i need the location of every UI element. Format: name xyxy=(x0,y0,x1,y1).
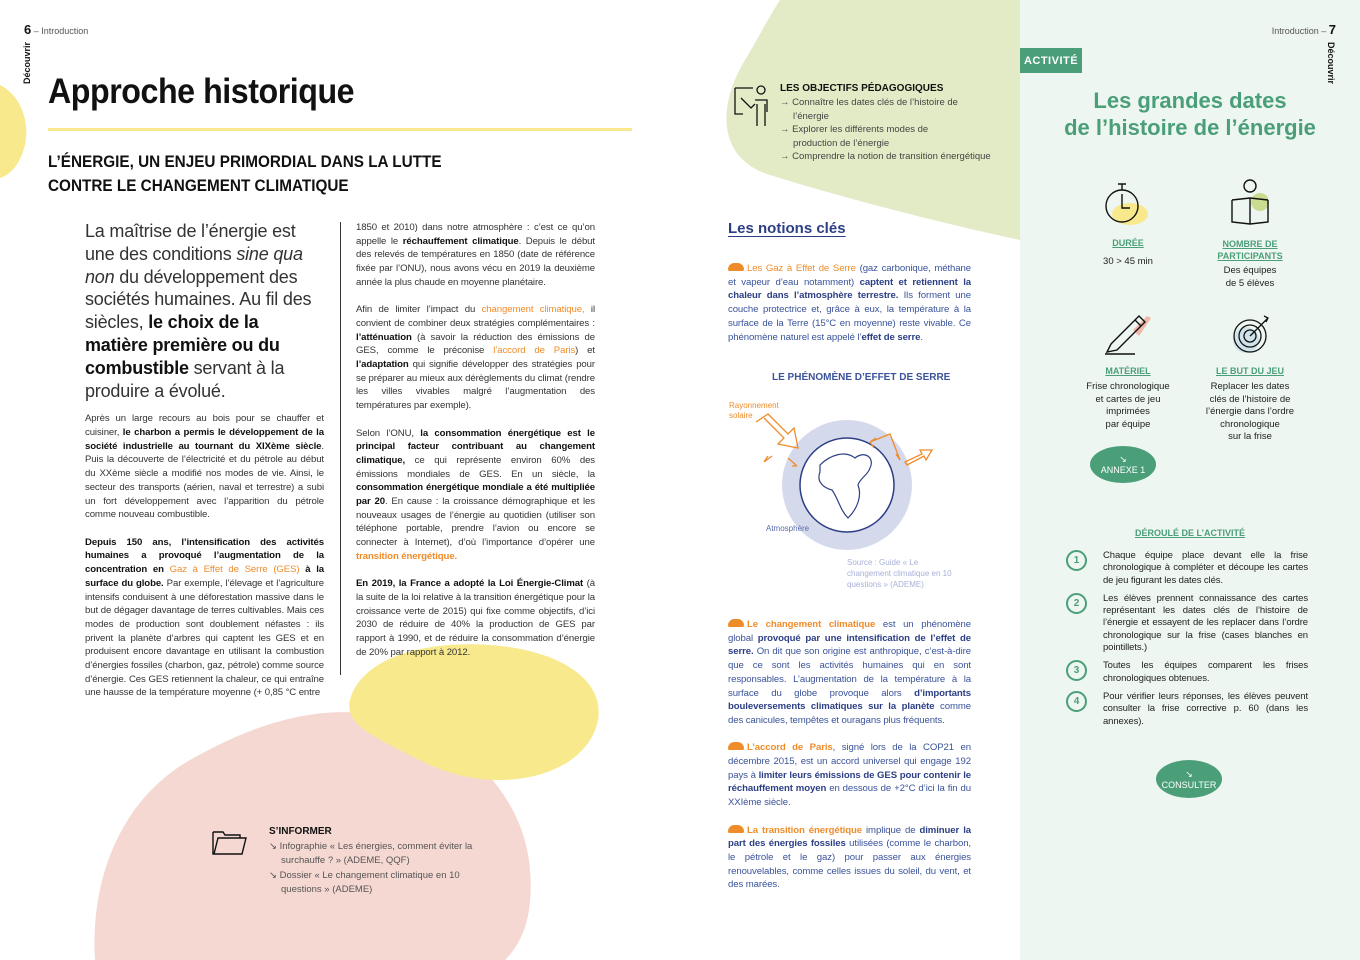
notion-paragraph xyxy=(728,262,971,344)
inform-title: S’INFORMER xyxy=(269,826,332,837)
inform-link[interactable]: ↘ Infographie « Les énergies, comment éviter la surchauffe ? » (ADEME, QQF) xyxy=(269,841,473,866)
page-header-left xyxy=(24,22,88,37)
page-number: 6 xyxy=(24,22,32,37)
paragraph xyxy=(85,412,324,522)
orange-tag-icon xyxy=(728,263,744,271)
text-run: provoqué par une intensification de l’effet de serre. xyxy=(728,632,971,658)
solar-label: Rayonnement solaire xyxy=(729,401,779,420)
text-run: en dessous de +2°C d’ici la fin du XXIème siècle. xyxy=(728,783,971,809)
label-line: PARTICIPANTS xyxy=(1217,251,1283,261)
diagram-source: Source : Guide « Le changement climatique en 10 questions » (ADEME) xyxy=(847,558,952,589)
step-item xyxy=(1066,593,1308,654)
text-run: utilisées (comme le charbon, le pétrole et le gaz) pour passer aux énergies renouvelables, comme celles issues du soleil, du vent, et des marées. xyxy=(728,838,971,891)
step-number: 2 xyxy=(1066,593,1087,614)
yellow-blob-left xyxy=(0,85,26,178)
goal-value xyxy=(1195,381,1305,444)
text-run: Gaz à Effet de Serre (GES) xyxy=(169,564,300,576)
text-run: il convient de combiner deux stratégies complémentaires : xyxy=(356,304,595,329)
steps-title: DÉROULÉ DE L’ACTIVITÉ xyxy=(1134,528,1245,538)
text-run: transition énergétique. xyxy=(356,550,458,562)
text-run: . Depuis le début des relevés de températures en 1850 (date de référence fixée par l’ONU), nous avons vécu en 2019 la deuxième année la plus chaude en moyenne planétaire. xyxy=(356,235,595,288)
paragraph xyxy=(356,221,595,290)
text-run: En 2019, la France a adopté la Loi Énergie-Climat xyxy=(356,578,584,590)
objective-item: → Comprendre la notion de transition énergétique xyxy=(780,151,991,162)
value-line: Replacer les dates xyxy=(1210,381,1290,392)
text-run: (gaz carbonique, méthane et vapeur d’eau notamment) xyxy=(728,263,971,288)
subtitle-line: CONTRE LE CHANGEMENT CLIMATIQUE xyxy=(48,176,349,195)
inform-link[interactable]: ↘ Dossier « Le changement climatique en 10 questions » (ADEME) xyxy=(269,870,460,895)
participants-value xyxy=(1200,265,1300,290)
text-run: limiter leurs émissions de GES pour contenir le réchauffement moyen xyxy=(728,769,971,795)
text-run: est un phénomène global xyxy=(728,619,971,644)
stopwatch-icon xyxy=(1100,180,1150,230)
intro-paragraph xyxy=(85,220,324,402)
text-run: . xyxy=(920,331,923,343)
text-run: effet de serre xyxy=(861,331,921,343)
section-name: – Introduction xyxy=(33,26,89,36)
notion-text xyxy=(728,742,971,808)
column-2 xyxy=(356,221,595,673)
goal-label: LE BUT DU JEU xyxy=(1215,366,1284,376)
text-run: diminuer la part des énergies fossiles xyxy=(728,824,971,850)
value-line: de 5 élèves xyxy=(1225,277,1275,289)
reader-icon xyxy=(1228,178,1276,228)
pencil-icon xyxy=(1103,312,1153,356)
text-run: le choix de la matière première ou du combustible xyxy=(85,312,280,378)
text-run: sine qua non xyxy=(85,243,303,287)
text-run: 1850 et 2010) dans notre atmosphère : c’est ce qu’on appelle le xyxy=(356,222,595,247)
activity-panel xyxy=(1020,0,1360,960)
step-number: 1 xyxy=(1066,550,1087,571)
notion-paragraph xyxy=(728,741,971,810)
section-subtitle xyxy=(48,150,480,198)
notions-column-2 xyxy=(728,618,971,906)
page-number: 7 xyxy=(1328,22,1336,37)
orange-tag-icon xyxy=(728,825,744,833)
diagram-title: LE PHÉNOMÈNE D’EFFET DE SERRE xyxy=(772,372,951,383)
page-title: Approche historique xyxy=(48,72,355,111)
text-run: ce qui représente environ 60% des émissions mondiales de GES. En un siècle, la xyxy=(356,454,595,480)
notions-title: Les notions clés xyxy=(728,220,846,237)
objectives-title: LES OBJECTIFS PÉDAGOGIQUES xyxy=(780,83,944,94)
text-run: Afin de limiter l’impact du xyxy=(356,304,482,316)
orange-tag-icon xyxy=(728,742,744,750)
objectives-box xyxy=(780,83,1020,164)
text-run: qui signifie développer des stratégies pour se préparer au mieux aux dérèglements du climat (rendre les villes vivables malgré l’augmentation des températures par exemple). xyxy=(356,359,595,412)
notion-text xyxy=(728,825,971,891)
text-run: , signé lors de la COP21 en décembre 2015, est un accord universel qui engage 192 pays à xyxy=(728,742,971,781)
paragraph xyxy=(85,536,324,700)
text-run: servant à la produire a évolué. xyxy=(85,357,285,401)
notion-text xyxy=(728,619,971,726)
step-item xyxy=(1066,660,1308,685)
step-number: 3 xyxy=(1066,660,1087,681)
column-1-flow xyxy=(85,220,324,714)
text-run: Selon l’ONU, xyxy=(356,427,421,439)
column-divider xyxy=(340,222,341,675)
value-line: chronologique xyxy=(1220,418,1280,430)
step-item xyxy=(1066,691,1308,728)
title-underline xyxy=(48,128,632,131)
inform-box xyxy=(269,826,489,896)
step-text: Pour vérifier leurs réponses, les élèves peuvent consulter la frise corrective p. 60 (dans les annexes). xyxy=(1103,690,1308,727)
title-line: Les grandes dates xyxy=(1093,88,1287,113)
text-run: l’accord de Paris xyxy=(493,345,576,357)
objective-item: → Explorer les différents modes de production de l’énergie xyxy=(780,124,929,149)
annex-label: ANNEXE 1 xyxy=(1100,465,1146,475)
material-label: MATÉRIEL xyxy=(1105,366,1151,376)
step-number: 4 xyxy=(1066,691,1087,712)
text-run: du développement des sociétés humaines. Au fil des siècles, xyxy=(85,266,312,333)
earth-globe xyxy=(800,438,894,532)
paragraph xyxy=(356,427,595,564)
text-run: Depuis 150 ans, l’intensification des activités humaines a provoqué l’augmentation de la concentration en xyxy=(85,536,324,576)
duration-label: DURÉE xyxy=(1112,238,1144,248)
notion-text xyxy=(728,263,971,343)
page-header-right xyxy=(1272,22,1336,37)
solar-arrow xyxy=(756,414,798,448)
duration-value: 30 > 45 min xyxy=(1103,256,1153,267)
step-text: Chaque équipe place devant elle la frise chronologique à compléter et découpe les cartes de jeu figurant les dates clés. xyxy=(1103,550,1308,586)
section-name: Introduction – xyxy=(1271,26,1327,36)
text-run: . En cause : la croissance démographique et les nouveaux usages de l’énergie au quotidien (utiliser son téléphone portable, prendre l’avion ou encore se connecter à Internet), d’où l’importance d’opérer une xyxy=(356,496,595,549)
value-line: Frise chronologique xyxy=(1086,381,1170,392)
teacher-board-icon xyxy=(733,84,769,128)
text-run: implique de xyxy=(862,824,920,836)
outgoing-arrow xyxy=(905,450,932,465)
text-run: Après un large recours au bois pour se chauffer et cuisiner, xyxy=(85,413,324,439)
value-line: l’énergie dans l’ordre xyxy=(1205,406,1295,417)
consult-label: CONSULTER xyxy=(1161,779,1217,790)
text-run: d’importants bouleversements climatiques sur la planète xyxy=(728,687,971,713)
folder-icon xyxy=(210,826,248,858)
orange-tag-icon xyxy=(728,619,744,627)
participants-label xyxy=(1200,238,1300,262)
text-run: Par exemple, l’élevage et l’agriculture intensifs conduisent à une déforestation massive dans le but de dégager davantage de terres cultivables. Mais ces modes de production sont doublement néfastes : ils privent la planète d’arbres qui captent les GES et en produisent encore davantage en utilisant la combustion d’énergies fossiles (charbon, gaz, pétrole) comme source d’énergie. Ces GES retiennent la chaleur, ce qui entraîne une hausse de la température moyenne (+ 0,85 °C entre xyxy=(85,577,324,699)
text-run: captent et retiennent la chaleur dans l’atmosphère terrestre. xyxy=(728,276,971,302)
text-run: On dit que son origine est anthropique, c’est-à-dire que ce sont les activités humaines qui en sont responsables. L’augmentation de la température à la surface du globe provoque alors xyxy=(728,646,971,699)
value-line: imprimées xyxy=(1106,406,1150,417)
step-text: Toutes les équipes comparent les frises chronologiques obtenues. xyxy=(1103,660,1308,684)
text-run: Ils forment une couche protectrice et, grâce à eux, la température à la surface de la Terre (15°C en moyenne) reste vivable. Ce phénomène naturel est appelé l’ xyxy=(728,290,971,343)
text-run: Les Gaz à Effet de Serre xyxy=(747,263,856,274)
steps-list xyxy=(1066,550,1308,728)
notion-paragraph xyxy=(728,618,971,728)
paragraph xyxy=(356,303,595,413)
text-run: ) et xyxy=(575,345,595,357)
value-line: par équipe xyxy=(1105,418,1151,430)
text-run: l’atténuation xyxy=(356,331,412,343)
text-run: La maîtrise de l’énergie est une des conditions xyxy=(85,221,296,264)
activity-title xyxy=(1040,87,1340,141)
notion-paragraph xyxy=(728,824,971,893)
side-label: Découvrir xyxy=(22,42,32,85)
value-line: et cartes de jeu xyxy=(1095,393,1161,405)
text-run: consommation énergétique mondiale a été multipliée par 20 xyxy=(356,482,595,508)
text-run: l’adaptation xyxy=(356,359,409,371)
objective-item: → Connaître les dates clés de l’histoire de l’énergie xyxy=(780,97,958,122)
annex-button[interactable] xyxy=(1090,446,1156,483)
column-1 xyxy=(85,412,324,700)
activity-badge: ACTIVITÉ xyxy=(1020,48,1082,73)
paragraph xyxy=(356,577,595,659)
text-run: réchauffement climatique xyxy=(402,235,519,247)
title-line: de l’histoire de l’énergie xyxy=(1064,115,1316,140)
text-run: . Puis la découverte de l’électricité et du pétrole au début du XXème siècle a modifié nos modes de vie. Ainsi, le secteur des transports (aérien, naval et terrestre) a subi un fort développement avec l’apparition du pétrole comme nouveau combustible. xyxy=(85,440,324,521)
text-run: le charbon a permis le développement de la société industrielle au tournant du XIXème siècle xyxy=(85,427,324,452)
subtitle-line: L’ÉNERGIE, UN ENJEU PRIMORDIAL DANS LA LUTTE xyxy=(48,152,442,171)
text-run: la consommation énergétique est le principal facteur contribuant au changement climatique, xyxy=(356,427,595,466)
text-run: comme des canicules, tempêtes et ouragans plus fréquents. xyxy=(728,701,971,726)
text-run: L’accord de Paris xyxy=(747,742,833,754)
value-line: clés de l’histoire de xyxy=(1209,393,1291,405)
atmosphere-label: Atmosphère xyxy=(766,524,810,533)
consult-button[interactable] xyxy=(1156,760,1222,798)
value-line: sur la frise xyxy=(1228,431,1272,442)
text-run: (à savoir la réduction des émissions de GES, comme le préconise xyxy=(356,331,595,357)
arrow-down-right-icon: ↘ xyxy=(1119,454,1127,464)
label-line: NOMBRE DE xyxy=(1222,239,1278,249)
material-value xyxy=(1073,381,1183,431)
target-icon xyxy=(1230,312,1274,356)
text-run: changement climatique, xyxy=(481,304,585,316)
value-line: Des équipes xyxy=(1223,265,1277,276)
text-run: (à la suite de la loi relative à la transition énergétique pour la croissance verte de 2015) qui fixe comme objectifs, d’ici 2030 de réduire de 40% la production de GES par rapport à 1990, et de réduire la consommation d’énergie de 20% par rapport à 2012. xyxy=(356,578,595,658)
text-run: La transition énergétique xyxy=(747,824,863,836)
notions-column xyxy=(728,262,971,358)
arrow-down-right-icon: ↘ xyxy=(1185,768,1193,779)
side-label: Découvrir xyxy=(1326,42,1336,85)
text-run: Le changement climatique xyxy=(747,619,876,630)
step-item xyxy=(1066,550,1308,587)
step-text: Les élèves prennent connaissance des cartes représentant les dates clés de l’histoire de l’énergie et essayent de les replacer dans l’ordre chronologique sur la frise (cases blanches en pointillets.) xyxy=(1103,592,1308,654)
text-run: à la surface du globe. xyxy=(85,564,324,589)
